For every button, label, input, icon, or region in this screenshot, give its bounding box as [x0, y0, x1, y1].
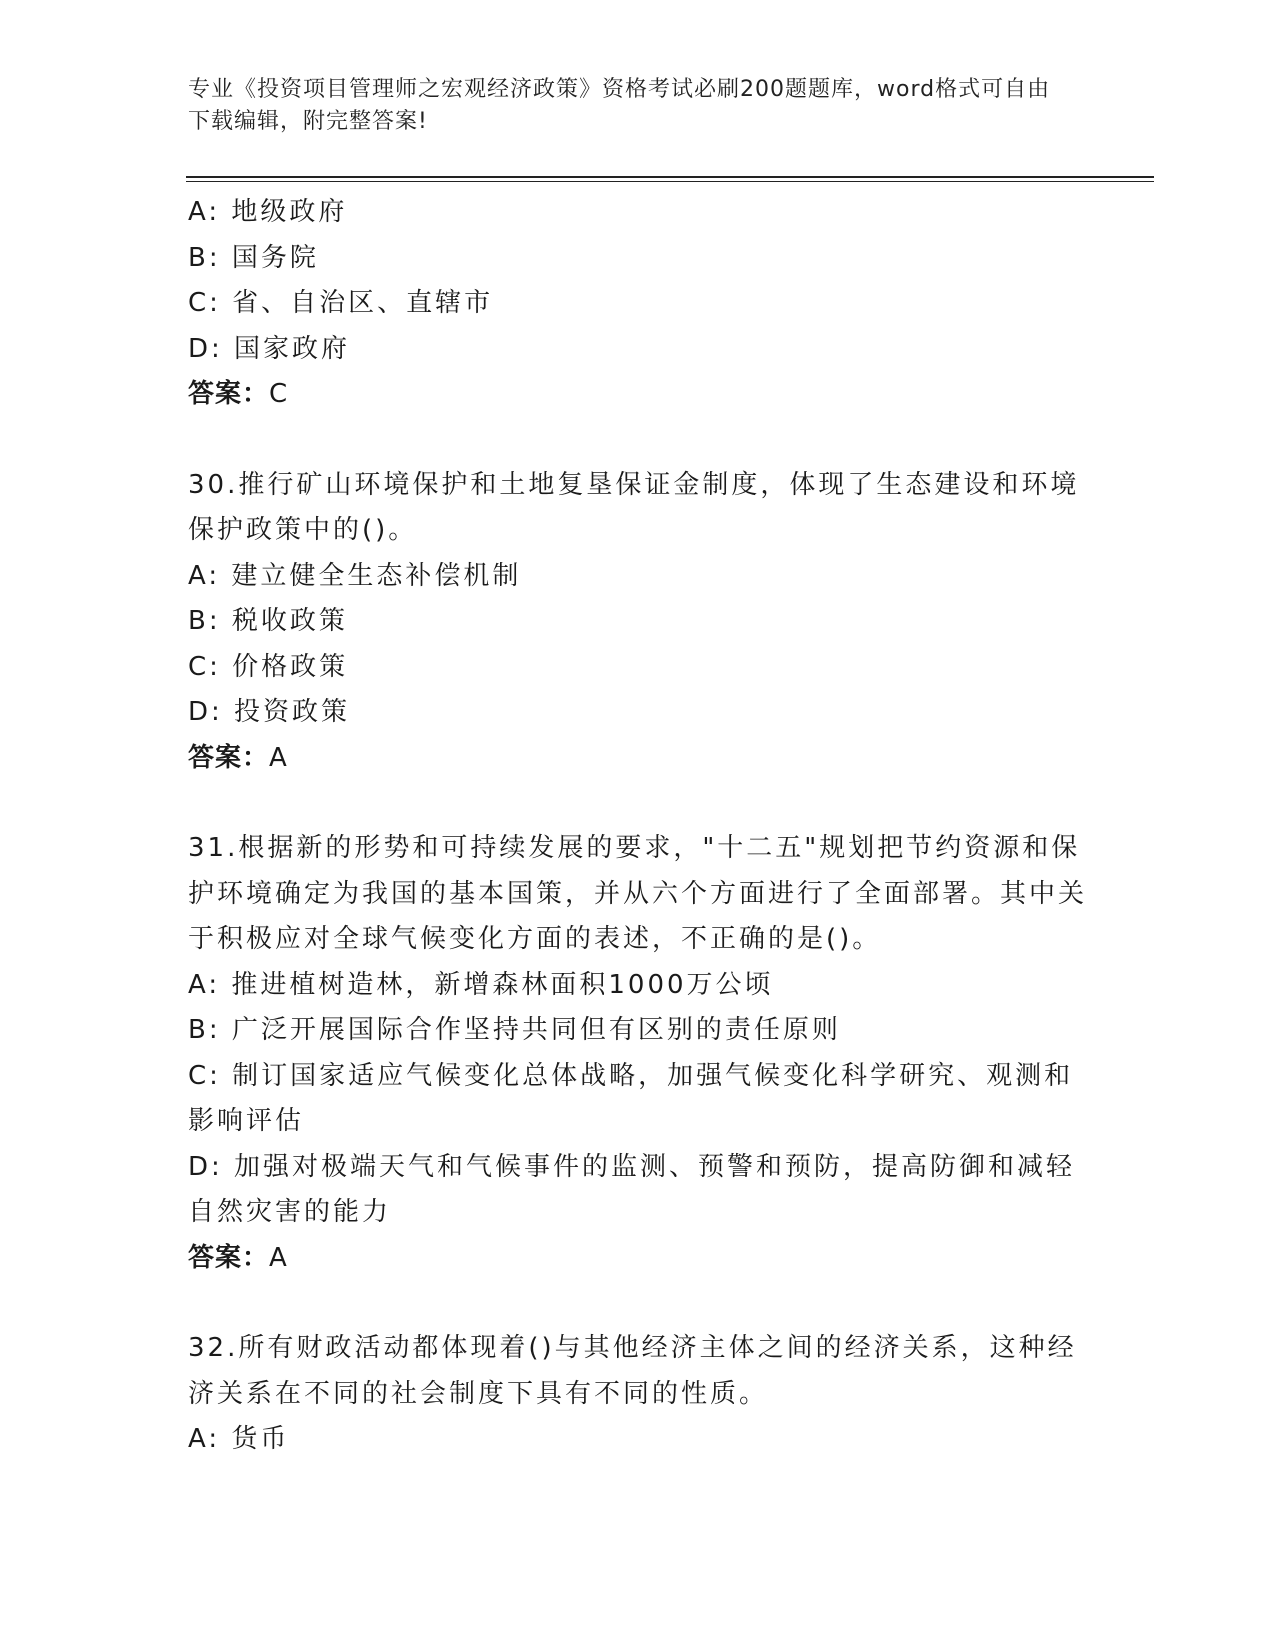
answer-line — [188, 1236, 1088, 1282]
answer-label: 答案： — [188, 1242, 270, 1273]
question-block — [188, 190, 1088, 418]
answer-label: 答案： — [188, 379, 270, 409]
answer-value: A — [269, 1242, 288, 1273]
option-c: C: 省、自治区、直辖市 — [188, 288, 494, 318]
answer-line — [188, 736, 1088, 782]
question-block — [188, 826, 1088, 1281]
option-b: B: 国务院 — [188, 242, 319, 273]
option-c: C: 制订国家适应气候变化总体战略，加强气候变化科学研究、观测和影响评估 — [188, 1060, 1074, 1136]
answer-value: A — [269, 742, 288, 773]
option-a: A: 建立健全生态补偿机制 — [188, 560, 522, 591]
option-b: B: 税收政策 — [188, 606, 348, 636]
option-d: D: 加强对极端天气和气候事件的监测、预警和预防，提高防御和减轻自然灾害的能力 — [188, 1151, 1076, 1227]
question-list — [188, 190, 1088, 1463]
option-a: A: 地级政府 — [188, 197, 348, 227]
header-title: 专业《投资项目管理师之宏观经济政策》资格考试必刷200题题库，word格式可自由下载编辑，附完整答案! — [188, 77, 1051, 134]
answer-line — [188, 372, 1088, 418]
question-block — [188, 1326, 1088, 1463]
option-c: C: 价格政策 — [188, 651, 349, 682]
question-text: 31.根据新的形势和可持续发展的要求，"十二五"规划把节约资源和保护环境确定为我国的基本国策，并从六个方面进行了全面部署。其中关于积极应对全球气候变化方面的表述，不正确的是()。 — [188, 833, 1088, 954]
question-block — [188, 463, 1088, 782]
option-d: D: 投资政策 — [188, 697, 351, 727]
question-text: 30.推行矿山环境保护和土地复垦保证金制度，体现了生态建设和环境保护政策中的()。 — [188, 469, 1080, 545]
header-divider-thin — [186, 181, 1154, 182]
header-divider-thick — [186, 176, 1154, 178]
option-a: A: 推进植树造林，新增森林面积1000万公顷 — [188, 969, 774, 1000]
answer-value: C — [269, 379, 289, 409]
option-d: D: 国家政府 — [188, 333, 351, 364]
option-b: B: 广泛开展国际合作坚持共同但有区别的责任原则 — [188, 1015, 841, 1045]
option-a: A: 货币 — [188, 1424, 290, 1454]
question-text: 32.所有财政活动都体现着()与其他经济主体之间的经济关系，这种经济关系在不同的社会制度下具有不同的性质。 — [188, 1333, 1077, 1409]
document-header — [188, 74, 1068, 138]
answer-label: 答案： — [188, 742, 270, 773]
